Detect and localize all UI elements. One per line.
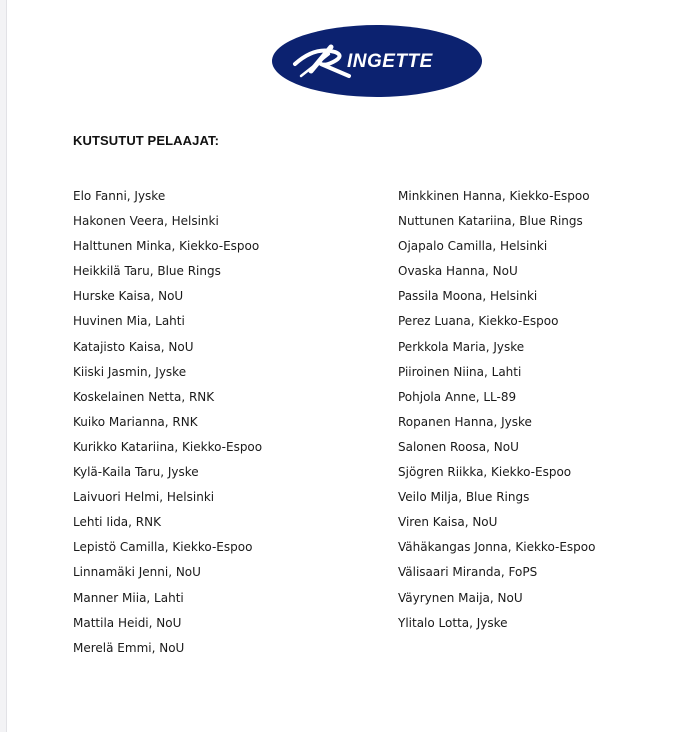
player-entry: Kurikko Katariina, Kiekko-Espoo	[73, 439, 263, 454]
player-entry: Halttunen Minka, Kiekko-Espoo	[73, 239, 260, 254]
player-entry: Hurske Kaisa, NoU	[73, 289, 184, 304]
player-entry: Kuiko Marianna, RNK	[73, 414, 198, 429]
player-entry: Minkkinen Hanna, Kiekko-Espoo	[398, 189, 590, 203]
players-list-left	[73, 186, 262, 663]
ringette-logo	[271, 24, 483, 98]
player-entry: Linnamäki Jenni, NoU	[73, 565, 201, 580]
player-entry: Heikkilä Taru, Blue Rings	[73, 264, 221, 279]
player-entry: Mattila Heidi, NoU	[73, 615, 182, 630]
player-entry: Kiiski Jasmin, Jyske	[73, 364, 187, 379]
player-entry: Sjögren Riikka, Kiekko-Espoo	[398, 465, 572, 480]
document-page	[6, 0, 682, 732]
player-entry: Lehti Iida, RNK	[73, 515, 161, 530]
player-entry: Pohjola Anne, LL-89	[398, 389, 517, 404]
player-entry: Perez Luana, Kiekko-Espoo	[398, 314, 559, 329]
player-entry: Hakonen Veera, Helsinki	[73, 214, 219, 229]
player-entry: Ovaska Hanna, NoU	[398, 264, 518, 279]
player-entry: Väyrynen Maija, NoU	[398, 590, 523, 605]
players-list-right	[398, 186, 595, 638]
invited-players-heading: KUTSUTUT PELAAJAT:	[73, 133, 219, 148]
player-entry: Kylä-Kaila Taru, Jyske	[73, 465, 199, 480]
player-entry: Huvinen Mia, Lahti	[73, 314, 185, 329]
player-entry: Elo Fanni, Jyske	[73, 189, 166, 203]
player-entry: Katajisto Kaisa, NoU	[73, 339, 194, 354]
player-entry: Ylitalo Lotta, Jyske	[398, 615, 508, 630]
logo-wordmark: INGETTE	[347, 51, 433, 72]
player-entry: Ojapalo Camilla, Helsinki	[398, 239, 548, 254]
player-entry: Piiroinen Niina, Lahti	[398, 364, 522, 379]
player-entry: Merelä Emmi, NoU	[73, 640, 185, 655]
player-entry: Perkkola Maria, Jyske	[398, 339, 525, 354]
player-entry: Nuttunen Katariina, Blue Rings	[398, 214, 583, 229]
player-entry: Vähäkangas Jonna, Kiekko-Espoo	[398, 540, 596, 555]
player-entry: Manner Miia, Lahti	[73, 590, 184, 605]
player-entry: Salonen Roosa, NoU	[398, 439, 519, 454]
player-entry: Viren Kaisa, NoU	[398, 515, 498, 530]
player-entry: Koskelainen Netta, RNK	[73, 389, 215, 404]
player-entry: Veilo Milja, Blue Rings	[398, 490, 530, 505]
player-entry: Laivuori Helmi, Helsinki	[73, 490, 215, 505]
player-entry: Ropanen Hanna, Jyske	[398, 414, 532, 429]
player-entry: Lepistö Camilla, Kiekko-Espoo	[73, 540, 253, 555]
player-entry: Välisaari Miranda, FoPS	[398, 565, 538, 580]
player-entry: Passila Moona, Helsinki	[398, 289, 538, 304]
